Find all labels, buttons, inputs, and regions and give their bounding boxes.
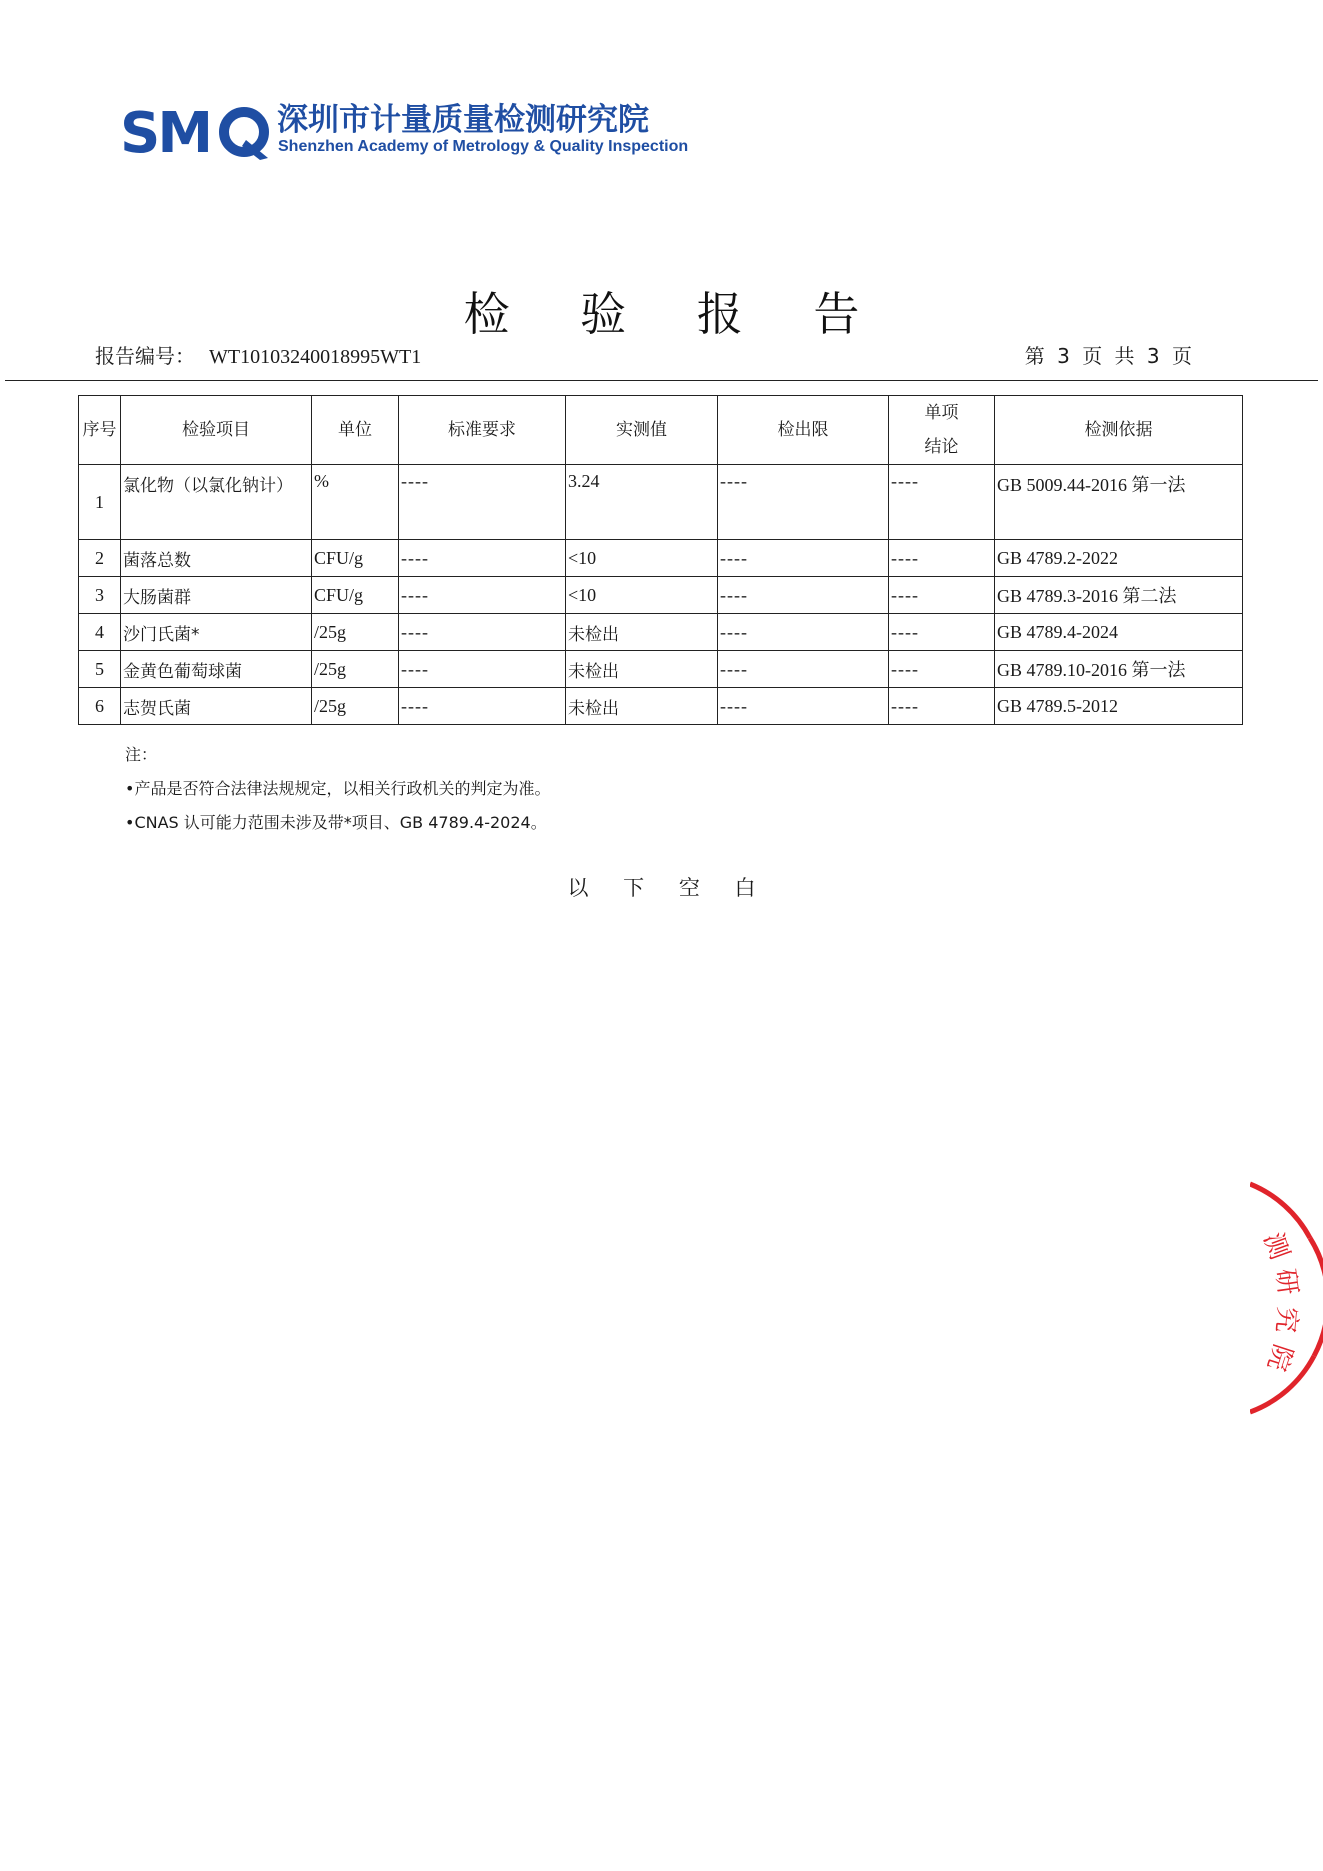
svg-text:SM: SM <box>120 101 211 164</box>
cell-item: 氯化物（以氯化钠计） <box>121 465 312 540</box>
cell-conclusion: ---- <box>889 465 995 540</box>
col-header-conclusion-line1: 单项 <box>924 403 959 423</box>
cell-item: 沙门氏菌* <box>121 614 312 651</box>
col-header-unit: 单位 <box>312 396 399 465</box>
cell-conclusion: ---- <box>889 614 995 651</box>
results-table <box>78 395 1243 725</box>
table-row <box>79 540 1243 577</box>
svg-text:院: 院 <box>1261 1340 1298 1375</box>
cell-no: 2 <box>79 540 121 577</box>
report-title: 检 验 报 告 <box>463 287 888 341</box>
cell-item: 大肠菌群 <box>121 577 312 614</box>
cell-item: 菌落总数 <box>121 540 312 577</box>
cell-requirement: ---- <box>399 465 566 540</box>
org-name-cn: 深圳市计量质量检测研究院 <box>277 102 649 138</box>
cell-conclusion: ---- <box>889 540 995 577</box>
cell-requirement: ---- <box>399 577 566 614</box>
cell-limit: ---- <box>718 651 889 688</box>
cell-unit: /25g <box>312 614 399 651</box>
cell-no: 4 <box>79 614 121 651</box>
cell-basis: GB 5009.44-2016 第一法 <box>995 465 1243 540</box>
cell-requirement: ---- <box>399 651 566 688</box>
cell-value: 未检出 <box>566 651 718 688</box>
end-of-report-mark: 以 下 空 白 <box>567 876 770 900</box>
report-number-value: WT10103240018995WT1 <box>209 346 422 368</box>
seal-stamp-icon <box>1250 1178 1323 1418</box>
cell-conclusion: ---- <box>889 688 995 725</box>
cell-value: 未检出 <box>566 614 718 651</box>
col-header-conclusion <box>889 396 995 465</box>
table-row <box>79 651 1243 688</box>
report-number <box>95 340 421 369</box>
table-header-row <box>79 396 1243 465</box>
org-name-en: Shenzhen Academy of Metrology & Quality Inspection <box>278 138 689 155</box>
col-header-requirement: 标准要求 <box>399 396 566 465</box>
cell-basis: GB 4789.5-2012 <box>995 688 1243 725</box>
col-header-value: 实测值 <box>566 396 718 465</box>
smq-logo-icon <box>120 100 270 164</box>
notes-section <box>125 738 550 840</box>
cell-item: 金黄色葡萄球菌 <box>121 651 312 688</box>
cell-no: 1 <box>79 465 121 540</box>
notes-label: 注： <box>125 745 158 764</box>
svg-text:研: 研 <box>1269 1266 1303 1297</box>
header-divider <box>5 380 1318 381</box>
cell-unit: /25g <box>312 688 399 725</box>
cell-value: 3.24 <box>566 465 718 540</box>
cell-unit: CFU/g <box>312 577 399 614</box>
note-item: •CNAS 认可能力范围未涉及带*项目、GB 4789.4-2024。 <box>125 813 547 832</box>
report-number-label: 报告编号： <box>95 344 195 368</box>
col-header-item: 检验项目 <box>121 396 312 465</box>
col-header-no: 序号 <box>79 396 121 465</box>
cell-limit: ---- <box>718 614 889 651</box>
cell-unit: % <box>312 465 399 540</box>
cell-item: 志贺氏菌 <box>121 688 312 725</box>
svg-text:究: 究 <box>1269 1305 1302 1334</box>
table-row <box>79 688 1243 725</box>
col-header-conclusion-line2: 结论 <box>924 437 959 457</box>
cell-requirement: ---- <box>399 688 566 725</box>
cell-limit: ---- <box>718 577 889 614</box>
cell-unit: CFU/g <box>312 540 399 577</box>
cell-requirement: ---- <box>399 540 566 577</box>
cell-value: 未检出 <box>566 688 718 725</box>
table-row <box>79 614 1243 651</box>
cell-no: 3 <box>79 577 121 614</box>
col-header-basis: 检测依据 <box>995 396 1243 465</box>
cell-value: <10 <box>566 540 718 577</box>
note-item: •产品是否符合法律法规规定，以相关行政机关的判定为准。 <box>125 779 551 798</box>
cell-basis: GB 4789.4-2024 <box>995 614 1243 651</box>
logo-smq-mark <box>120 100 270 176</box>
cell-limit: ---- <box>718 688 889 725</box>
page-indicator: 第 3 页 共 3 页 <box>1024 344 1195 368</box>
cell-conclusion: ---- <box>889 651 995 688</box>
cell-no: 6 <box>79 688 121 725</box>
cell-limit: ---- <box>718 465 889 540</box>
cell-requirement: ---- <box>399 614 566 651</box>
cell-unit: /25g <box>312 651 399 688</box>
table-row <box>79 577 1243 614</box>
col-header-limit: 检出限 <box>718 396 889 465</box>
cell-basis: GB 4789.2-2022 <box>995 540 1243 577</box>
table-row <box>79 465 1243 540</box>
svg-text:测: 测 <box>1257 1228 1295 1264</box>
cell-basis: GB 4789.3-2016 第二法 <box>995 577 1243 614</box>
cell-conclusion: ---- <box>889 577 995 614</box>
cell-value: <10 <box>566 577 718 614</box>
cell-no: 5 <box>79 651 121 688</box>
cell-basis: GB 4789.10-2016 第一法 <box>995 651 1243 688</box>
cell-limit: ---- <box>718 540 889 577</box>
